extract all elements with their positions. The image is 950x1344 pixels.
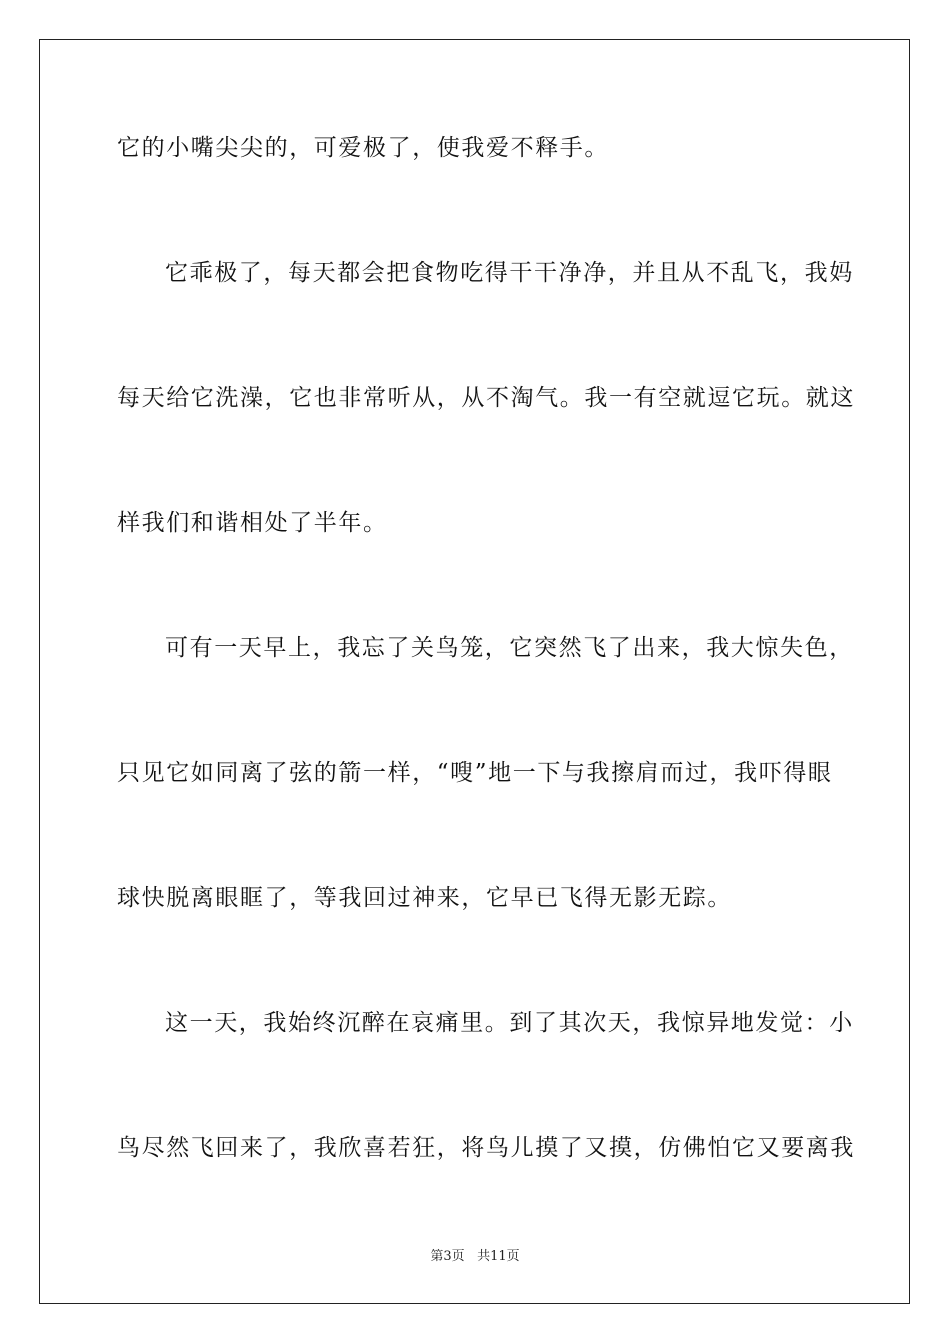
text-line-2: 它乖极了，每天都会把食物吃得干干净净，并且从不乱飞，我妈 (165, 260, 854, 286)
page-footer (0, 1249, 950, 1265)
page-border (39, 39, 910, 1304)
page-number: 第3页 (430, 1249, 465, 1264)
text-line-1: 它的小嘴尖尖的，可爱极了，使我爱不释手。 (117, 135, 609, 161)
text-line-5: 可有一天早上，我忘了关鸟笼，它突然飞了出来，我大惊失色， (165, 635, 854, 661)
text-line-3: 每天给它洗澡，它也非常听从，从不淘气。我一有空就逗它玩。就这 (117, 385, 855, 411)
text-line-6: 只见它如同离了弦的箭一样，“嗖”地一下与我擦肩而过，我吓得眼 (117, 760, 833, 786)
text-line-8: 这一天，我始终沉醉在哀痛里。到了其次天，我惊异地发觉：小 (165, 1010, 854, 1036)
page-total: 共11页 (477, 1249, 520, 1264)
text-line-9: 鸟尽然飞回来了，我欣喜若狂，将鸟儿摸了又摸，仿佛怕它又要离我 (117, 1135, 855, 1161)
text-line-4: 样我们和谐相处了半年。 (117, 510, 388, 536)
text-line-7: 球快脱离眼眶了，等我回过神来，它早已飞得无影无踪。 (117, 885, 732, 911)
